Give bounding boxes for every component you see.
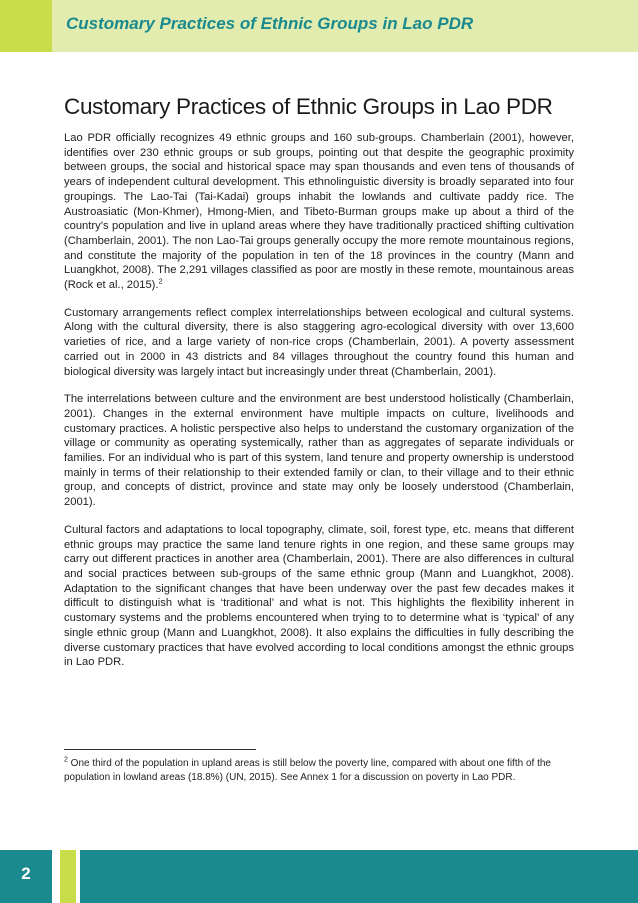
footer-accent-stripe xyxy=(60,850,76,903)
footnote-text: One third of the population in upland areas is still below the poverty line, compared with about one fifth of the population in lowland areas (18.8%) (UN, 2015). See Annex 1 for a discussion on poverty in Lao PDR. xyxy=(64,758,551,783)
footnote-divider xyxy=(64,749,256,750)
page-title: Customary Practices of Ethnic Groups in Lao PDR xyxy=(64,94,553,119)
paragraph-2: Customary arrangements reflect complex interrelationships between ecological and cultural systems. Along with the cultural diversity, there is also staggering agro-ecological diversity with over 13,600 varieties of rice, and a large variety of non-rice crops (Chamberlain, 2001). A poverty assessment carried out in 2000 in 43 districts and 84 villages throughout the country found this human and biological diversity was largely intact but increasingly under threat (Chamberlain, 2001). xyxy=(64,306,574,378)
running-header-title: Customary Practices of Ethnic Groups in Lao PDR xyxy=(66,14,474,33)
footer-page-number-block xyxy=(0,850,52,903)
body-text xyxy=(64,131,574,683)
footnote xyxy=(64,757,574,785)
page-number: 2 xyxy=(21,864,31,883)
footnote-number: 2 xyxy=(64,756,68,764)
paragraph-3: The interrelations between culture and the environment are best understood holistically (Chamberlain, 2001). Changes in the external environment have multiple impacts on culture, livelihoods and customary practices. A holistic perspective also helps to understand the customary organization of the village or community as operating systemically, rather than as aggregates of separate individuals or families. For an individual who is part of this system, land tenure and property ownership is understood mainly in terms of their relationship to their extended family or clan, to their village and to their ethnic group, and concepts of district, province and state may only be loosely understood (Chamberlain, 2001). xyxy=(64,393,574,509)
paragraph-1 xyxy=(64,131,574,293)
footer-band xyxy=(80,850,638,903)
footnote-reference[interactable]: 2 xyxy=(158,276,163,286)
paragraph-1-text: Lao PDR officially recognizes 49 ethnic groups and 160 sub-groups. Chamberlain (2001), however, identifies over 230 ethnic groups or sub groups, pointing out that despite the geographic proximity between groups, the social and historical space may span thousands and even tens of thousands of years of independent cultural development. This ethnolinguistic diversity is broadly separated into four groupings. The Lao-Tai (Tai-Kadai) groups inhabit the lowlands and cultivate paddy rice. The Austroasiatic (Mon-Khmer), Hmong-Mien, and Tibeto-Burman groups make up about a third of the country’s population and live in upland areas where they have traditionally practiced shifting cultivation (Chamberlain, 2001). The non Lao-Tai groups generally occupy the more remote mountainous regions, and constitute the majority of the population in ten of the 18 provinces in the country (Mann and Luangkhot, 2008). The 2,291 villages classified as poor are mostly in these remote, mountainous areas (Rock et al., 2015). xyxy=(64,132,574,292)
paragraph-4: Cultural factors and adaptations to local topography, climate, soil, forest type, etc. means that different ethnic groups may practice the same land tenure rights in one region, and these same groups may carry out different practices in another area (Chamberlain, 2001). There are also differences in cultural and social practices between sub-groups of the same ethnic group (Mann and Luangkhot, 2008). Adaptation to the significant changes that have been underway over the past few decades makes it difficult to distinguish what is ‘traditional’ and what is not. This highlights the flexibility inherent in customary systems and the problems encountered when trying to to determine what is ‘typical’ of any single ethnic group (Mann and Luangkhot, 2008). It also explains the difficulties in fully describing the diverse customary practices that have evolved according to local conditions amongst the ethnic groups in Lao PDR. xyxy=(64,523,574,669)
